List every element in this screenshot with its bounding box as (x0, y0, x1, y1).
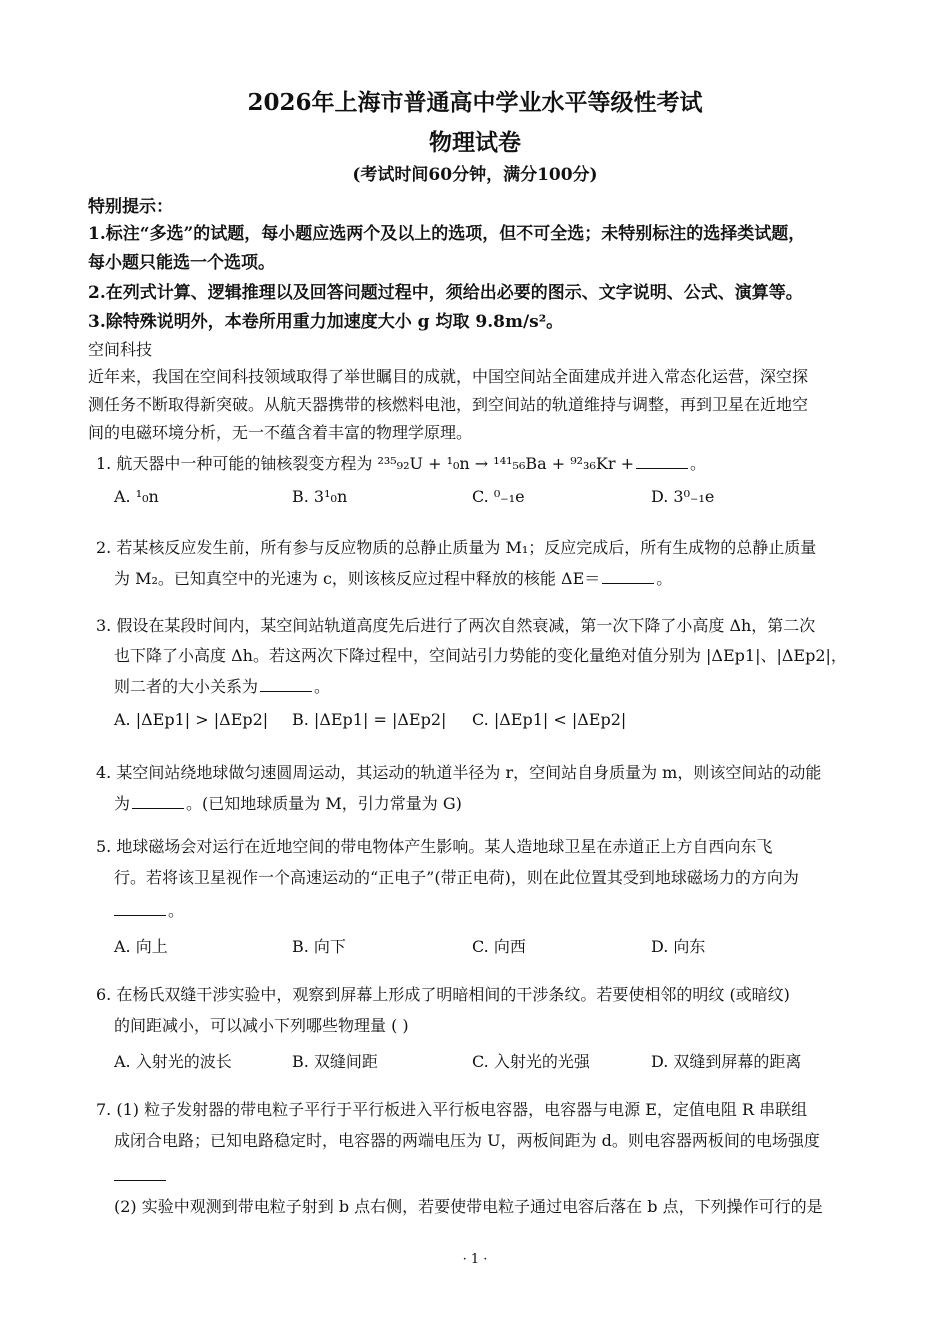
exam-info: (考试时间60分钟，满分100分) (352, 165, 598, 185)
question-5-tail: 。 (168, 901, 185, 920)
q6-option-d[interactable]: D. 双缝到屏幕的距离 (651, 1052, 802, 1071)
section-intro-line: 测任务不断取得新突破。从航天器携带的核燃料电池，到空间站的轨道维持与调整，再到卫星在近地空 (88, 395, 809, 414)
question-3-line: 也下降了小高度 Δh。若这两次下降过程中，空间站引力势能的变化量绝对值分别为 |ΔEp1|、|ΔEp2|， (114, 646, 847, 665)
question-2-tail: 。 (656, 569, 673, 588)
q5-option-c[interactable]: C. 向西 (472, 937, 526, 956)
question-3-line: 3. 假设在某段时间内，某空间站轨道高度先后进行了两次自然衰减，第一次下降了小高度 Δh，第二次 (96, 616, 816, 635)
note-item: 每小题只能选一个选项。 (88, 253, 275, 273)
question-1-stem: 1. 航天器中一种可能的铀核裂变方程为 ²³⁵₉₂U + ¹₀n → ¹⁴¹₅₆Ba + ⁹²₃₆Kr + (96, 454, 634, 473)
q3-option-b[interactable]: B. |ΔEp1| = |ΔEp2| (292, 710, 447, 729)
q1-option-d[interactable]: D. 3⁰₋₁e (651, 487, 715, 506)
question-2-line: 2. 若某核反应发生前，所有参与反应物质的总静止质量为 M₁；反应完成后，所有生成物的总静止质量 (96, 538, 817, 557)
question-2-line (114, 566, 672, 589)
answer-blank[interactable] (602, 569, 654, 584)
question-5-line (114, 898, 184, 921)
question-3-text: 则二者的大小关系为 (114, 677, 259, 696)
question-4-text: 为 (114, 794, 131, 813)
q6-option-c[interactable]: C. 入射光的光强 (472, 1052, 590, 1071)
answer-blank[interactable] (132, 794, 184, 809)
question-7-line: 成闭合电路；已知电路稳定时，电容器的两端电压为 U，两板间距为 d。则电容器两板间的电场强度 (114, 1131, 820, 1150)
answer-blank[interactable] (114, 901, 166, 916)
section-intro-line: 间的电磁环境分析，无一不蕴含着丰富的物理学原理。 (88, 423, 473, 442)
q1-option-c[interactable]: C. ⁰₋₁e (472, 487, 525, 506)
question-2-text: 为 M₂。已知真空中的光速为 c，则该核反应过程中释放的核能 ΔE＝ (114, 569, 601, 588)
question-6-line: 的间距减小，可以减小下列哪些物理量 ( ) (114, 1016, 409, 1035)
question-5-line: 5. 地球磁场会对运行在近地空间的带电物体产生影响。某人造地球卫星在赤道正上方自西向东飞 (96, 837, 773, 856)
q6-option-b[interactable]: B. 双缝间距 (292, 1052, 378, 1071)
q5-option-b[interactable]: B. 向下 (292, 937, 346, 956)
note-item: 1.标注“多选”的试题，每小题应选两个及以上的选项，但不可全选；未特别标注的选择类试题， (88, 224, 806, 244)
q5-option-d[interactable]: D. 向东 (651, 937, 706, 956)
section-title: 空间科技 (88, 340, 153, 359)
question-7-line: 7. (1) 粒子发射器的带电粒子平行于平行板进入平行板电容器，电容器与电源 E，定值电阻 R 串联组 (96, 1100, 808, 1119)
q1-option-a[interactable]: A. ¹₀n (114, 487, 159, 506)
question-7-line: (2) 实验中观测到带电粒子射到 b 点右侧，若要使带电粒子通过电容后落在 b 点，下列操作可行的是 (114, 1197, 823, 1216)
question-4-line: 4. 某空间站绕地球做匀速圆周运动，其运动的轨道半径为 r，空间站自身质量为 m，则该空间站的动能 (96, 763, 822, 782)
question-3-line (114, 674, 330, 697)
page-number: · 1 · (462, 1252, 488, 1267)
exam-title: 2026年上海市普通高中学业水平等级性考试 (247, 89, 703, 116)
subject-title: 物理试卷 (429, 129, 521, 156)
question-3-tail: 。 (314, 677, 331, 696)
question-5-line: 行。若将该卫星视作一个高速运动的“正电子”(带正电荷)，则在此位置其受到地球磁场力的方向为 (114, 868, 799, 887)
question-1 (96, 451, 706, 474)
q3-option-c[interactable]: C. |ΔEp1| < |ΔEp2| (472, 710, 627, 729)
q6-option-a[interactable]: A. 入射光的波长 (114, 1052, 232, 1071)
question-1-tail: 。 (689, 454, 706, 473)
q1-option-b[interactable]: B. 3¹₀n (292, 487, 348, 506)
answer-blank[interactable] (114, 1180, 166, 1181)
answer-blank[interactable] (260, 677, 312, 692)
note-item: 3.除特殊说明外，本卷所用重力加速度大小 g 均取 9.8m/s²。 (88, 312, 564, 332)
answer-blank[interactable] (636, 454, 688, 469)
q3-option-a[interactable]: A. |ΔEp1| > |ΔEp2| (114, 710, 269, 729)
question-4-tail: 。(已知地球质量为 M，引力常量为 G) (186, 794, 462, 813)
section-intro-line: 近年来，我国在空间科技领域取得了举世瞩目的成就，中国空间站全面建成并进入常态化运营，深空探 (88, 367, 809, 386)
question-6-line: 6. 在杨氏双缝干涉实验中，观察到屏幕上形成了明暗相间的干涉条纹。若要使相邻的明纹 (或暗纹) (96, 985, 790, 1004)
notes-heading: 特别提示： (88, 197, 173, 217)
question-4-line (114, 791, 462, 814)
q5-option-a[interactable]: A. 向上 (114, 937, 168, 956)
note-item: 2.在列式计算、逻辑推理以及回答问题过程中，须给出必要的图示、文字说明、公式、演算等。 (88, 283, 803, 303)
